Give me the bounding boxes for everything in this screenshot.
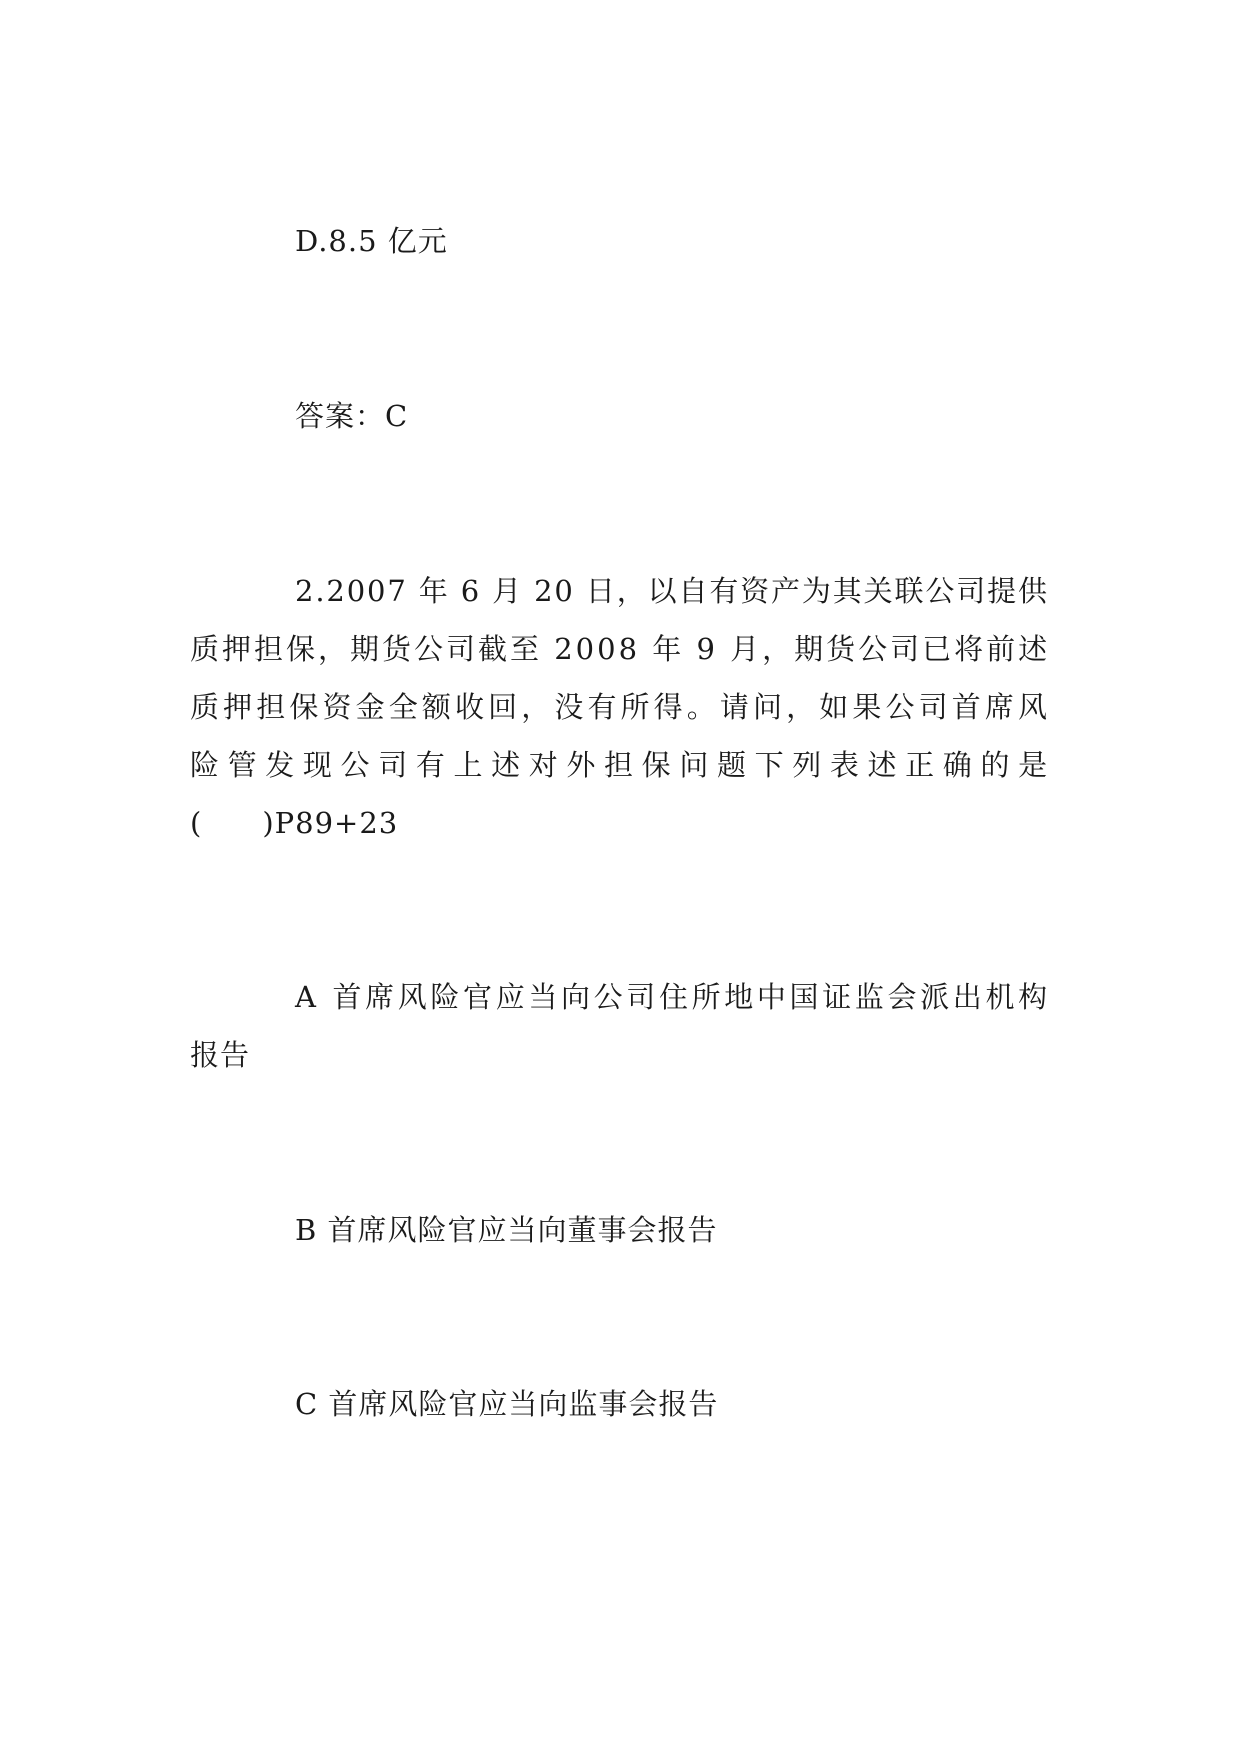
- option-d: D.8.5 亿元: [295, 224, 448, 258]
- option-c: C 首席风险官应当向监事会报告: [295, 1387, 719, 1421]
- answer-line: 答案：C: [295, 399, 409, 433]
- option-a-line-1: A 首席风险官应当向公司住所地中国证监会派出机构: [295, 980, 1051, 1014]
- question-line-2: 质押担保，期货公司截至 2008 年 9 月，期货公司已将前述: [190, 632, 1051, 666]
- question-line-1: 2.2007 年 6 月 20 日，以自有资产为其关联公司提供: [295, 574, 1049, 608]
- question-line-5: ( )P89+23: [190, 806, 399, 840]
- option-a-line-2: 报告: [190, 1038, 251, 1072]
- question-line-4: 险管发现公司有上述对外担保问题下列表述正确的是: [190, 748, 1056, 782]
- option-b: B 首席风险官应当向董事会报告: [295, 1213, 718, 1247]
- question-line-3: 质押担保资金全额收回，没有所得。请问，如果公司首席风: [190, 690, 1052, 724]
